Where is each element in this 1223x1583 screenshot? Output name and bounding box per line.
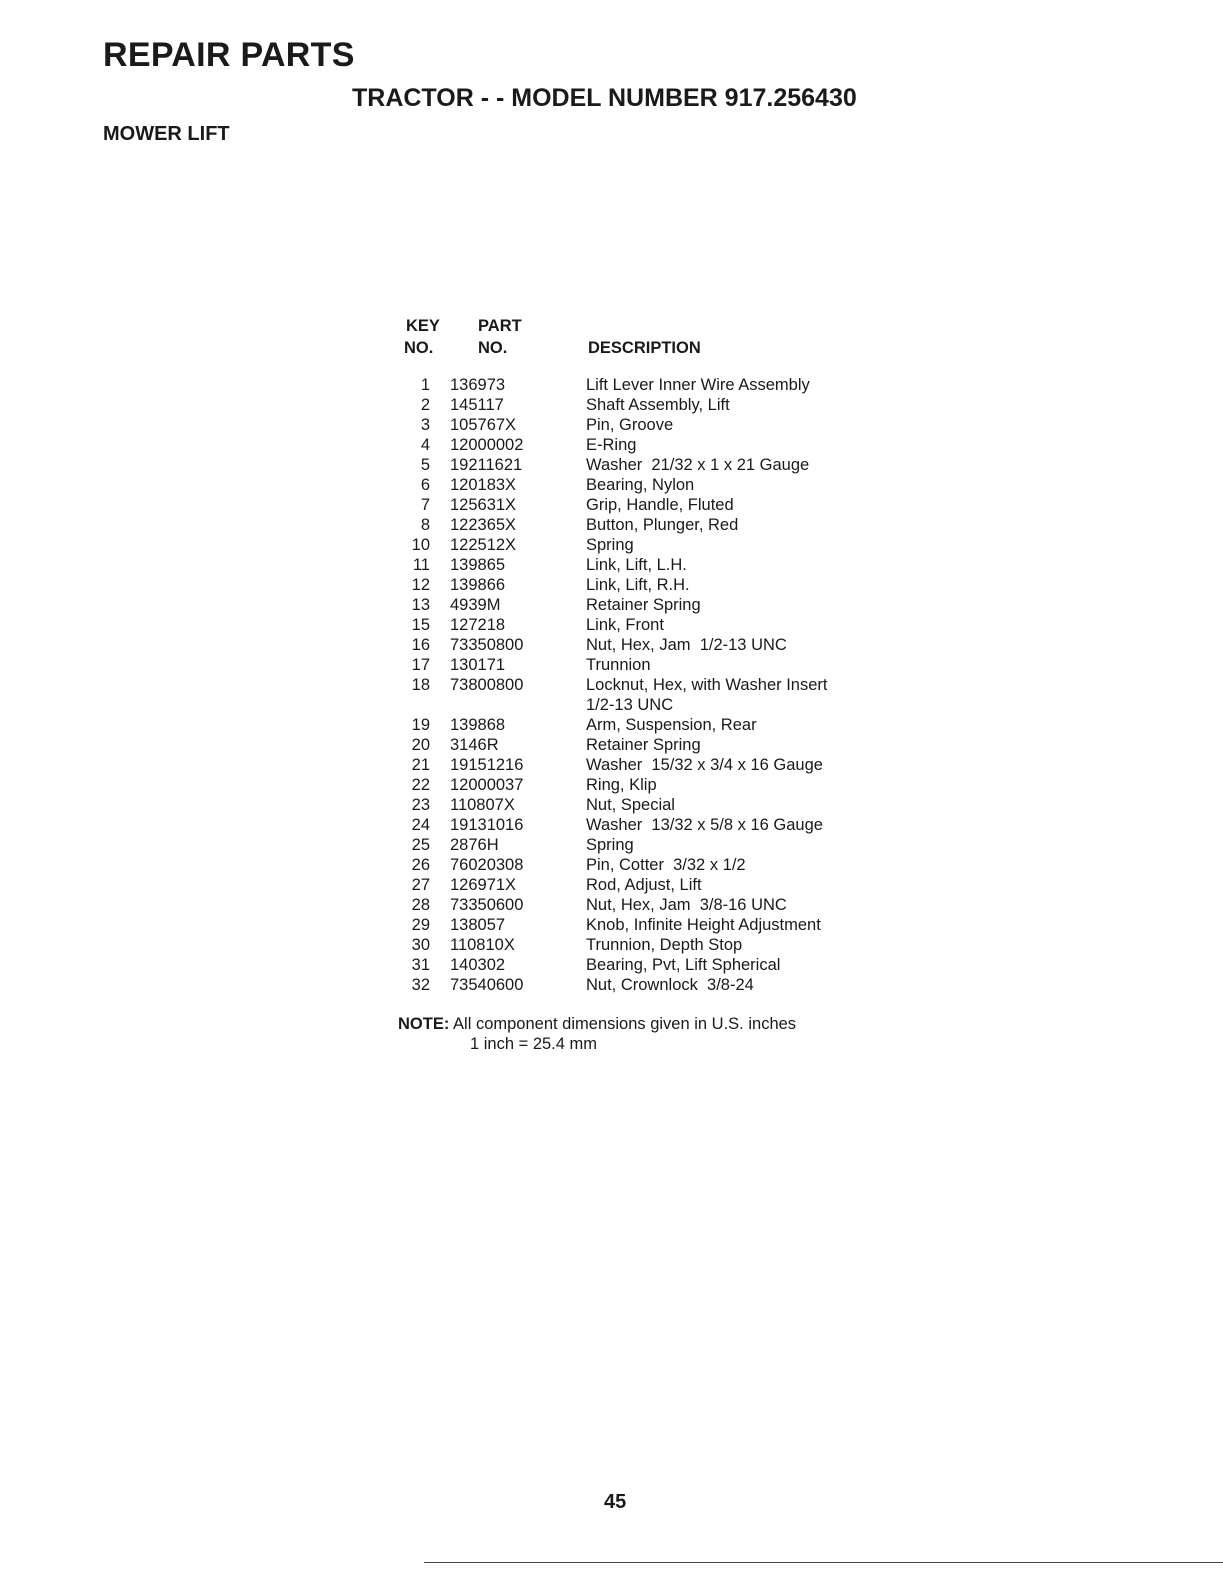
- part-description: Nut, Hex, Jam 1/2-13 UNC: [586, 636, 787, 654]
- key-number: 11: [412, 556, 430, 574]
- key-header-line1: KEY: [406, 317, 440, 335]
- key-number: 5: [420, 456, 430, 474]
- part-description: Nut, Special: [586, 796, 675, 814]
- key-header-line2: NO.: [404, 339, 434, 357]
- part-number: 139868: [450, 716, 506, 734]
- part-description: Trunnion, Depth Stop: [586, 936, 743, 954]
- key-number: 21: [411, 756, 430, 774]
- part-description: E-Ring: [586, 436, 637, 454]
- part-number: 3146R: [450, 736, 499, 754]
- table-row: [392, 915, 912, 935]
- key-number: 28: [411, 896, 430, 914]
- part-description: Link, Front: [586, 616, 664, 634]
- table-row: [392, 795, 912, 815]
- part-description: Pin, Groove: [586, 416, 674, 434]
- table-row: [392, 535, 912, 555]
- key-number: 2: [420, 396, 430, 414]
- key-number: 31: [411, 956, 430, 974]
- part-number: 140302: [450, 956, 506, 974]
- part-number: 122365X: [450, 516, 517, 534]
- key-number: 18: [411, 676, 430, 694]
- key-number: 22: [411, 776, 430, 794]
- part-number: 19131016: [450, 816, 524, 834]
- part-description: Ring, Klip: [586, 776, 657, 794]
- part-description: Lift Lever Inner Wire Assembly: [586, 376, 810, 394]
- key-number: 7: [420, 496, 430, 514]
- part-number: 122512X: [450, 536, 517, 554]
- key-number: 16: [411, 636, 430, 654]
- part-number: 105767X: [450, 416, 517, 434]
- part-number: 76020308: [450, 856, 524, 874]
- part-description: Link, Lift, R.H.: [586, 576, 690, 594]
- part-number: 127218: [450, 616, 506, 634]
- key-number: 3: [420, 416, 430, 434]
- table-row: [392, 555, 912, 575]
- table-row: [392, 835, 912, 855]
- key-number: 10: [411, 536, 430, 554]
- part-description: Trunnion: [586, 656, 651, 674]
- key-number: 6: [420, 476, 430, 494]
- part-description: Arm, Suspension, Rear: [586, 716, 757, 734]
- table-row: [392, 635, 912, 655]
- table-row: [392, 715, 912, 735]
- part-description: Rod, Adjust, Lift: [586, 876, 702, 894]
- part-number: 120183X: [450, 476, 517, 494]
- key-number: 27: [411, 876, 430, 894]
- key-number: 20: [411, 736, 430, 754]
- part-description: Washer 15/32 x 3/4 x 16 Gauge: [586, 756, 823, 774]
- section-title: MOWER LIFT: [103, 123, 230, 145]
- table-row: [392, 775, 912, 795]
- page-title: REPAIR PARTS: [103, 36, 355, 74]
- table-header: [392, 316, 912, 360]
- table-row: [392, 815, 912, 835]
- key-number: 4: [420, 436, 430, 454]
- table-row: [392, 735, 912, 755]
- part-description: Pin, Cotter 3/32 x 1/2: [586, 856, 746, 874]
- table-row: [392, 895, 912, 915]
- table-row: [392, 935, 912, 955]
- part-description: Nut, Hex, Jam 3/8-16 UNC: [586, 896, 787, 914]
- part-number: 73350600: [450, 896, 524, 914]
- part-header-line2: NO.: [478, 339, 508, 357]
- part-number: 12000002: [450, 436, 524, 454]
- part-description: Retainer Spring: [586, 596, 701, 614]
- table-row: [392, 375, 912, 395]
- table-row: [392, 975, 912, 995]
- part-description: Retainer Spring: [586, 736, 701, 754]
- part-number: 126971X: [450, 876, 517, 894]
- part-description: Nut, Crownlock 3/8-24: [586, 976, 754, 994]
- part-description: Shaft Assembly, Lift: [586, 396, 730, 414]
- description-header: DESCRIPTION: [588, 339, 701, 357]
- note-line1: All component dimensions given in U.S. inches: [453, 1015, 797, 1033]
- model-title: TRACTOR - - MODEL NUMBER 917.256430: [352, 84, 857, 112]
- part-description: Button, Plunger, Red: [586, 516, 739, 534]
- part-number: 138057: [450, 916, 506, 934]
- parts-rows: [392, 375, 912, 995]
- part-description: Grip, Handle, Fluted: [586, 496, 734, 514]
- table-row: [392, 575, 912, 595]
- table-row: [392, 615, 912, 635]
- part-number: 125631X: [450, 496, 517, 514]
- table-row: [392, 415, 912, 435]
- table-row: [392, 515, 912, 535]
- table-row: [392, 435, 912, 455]
- part-number: 110810X: [450, 936, 515, 954]
- key-number: 12: [411, 576, 430, 594]
- key-number: 26: [411, 856, 430, 874]
- part-number: 136973: [450, 376, 506, 394]
- part-header-line1: PART: [478, 317, 522, 335]
- page-number: 45: [604, 1491, 627, 1513]
- part-description: Washer 21/32 x 1 x 21 Gauge: [586, 456, 810, 474]
- part-number: 12000037: [450, 776, 524, 794]
- part-number: 145117: [450, 396, 504, 414]
- part-description: Washer 13/32 x 5/8 x 16 Gauge: [586, 816, 823, 834]
- part-description: Bearing, Nylon: [586, 476, 695, 494]
- table-row: [392, 395, 912, 415]
- key-number: 1: [420, 376, 430, 394]
- table-row: [392, 855, 912, 875]
- part-number: 19211621: [450, 456, 523, 474]
- table-row: [392, 595, 912, 615]
- part-description: Spring: [586, 836, 634, 854]
- part-number: 139865: [450, 556, 506, 574]
- table-row: [392, 875, 912, 895]
- key-number: 32: [411, 976, 430, 994]
- key-number: 15: [411, 616, 430, 634]
- key-number: 8: [420, 516, 430, 534]
- part-number: 73540600: [450, 976, 524, 994]
- part-number: 4939M: [450, 596, 501, 614]
- part-description: Bearing, Pvt, Lift Spherical: [586, 956, 781, 974]
- key-number: 17: [411, 656, 430, 674]
- key-number: 25: [411, 836, 430, 854]
- key-number: 30: [411, 936, 430, 954]
- table-row: [392, 675, 912, 715]
- part-number: 19151216: [450, 756, 524, 774]
- table-row: [392, 455, 912, 475]
- key-number: 19: [411, 716, 430, 734]
- note-label: NOTE:: [398, 1015, 450, 1033]
- parts-table: [392, 316, 912, 995]
- part-description: Spring: [586, 536, 634, 554]
- part-description: Knob, Infinite Height Adjustment: [586, 916, 821, 934]
- table-row: [392, 655, 912, 675]
- note-line2: 1 inch = 25.4 mm: [470, 1035, 598, 1053]
- table-row: [392, 955, 912, 975]
- part-number: 2876H: [450, 836, 499, 854]
- key-number: 13: [411, 596, 430, 614]
- part-number: 130171: [450, 656, 506, 674]
- key-number: 24: [411, 816, 430, 834]
- bottom-divider: [424, 1562, 1223, 1563]
- part-number: 139866: [450, 576, 506, 594]
- key-number: 29: [411, 916, 430, 934]
- key-number: 23: [411, 796, 430, 814]
- table-row: [392, 475, 912, 495]
- table-row: [392, 495, 912, 515]
- dimension-note: [398, 1014, 796, 1054]
- part-description: Locknut, Hex, with Washer Insert 1/2-13 UNC: [586, 676, 828, 714]
- part-number: 110807X: [450, 796, 515, 814]
- part-number: 73800800: [450, 676, 524, 694]
- part-number: 73350800: [450, 636, 524, 654]
- table-row: [392, 755, 912, 775]
- part-description: Link, Lift, L.H.: [586, 556, 687, 574]
